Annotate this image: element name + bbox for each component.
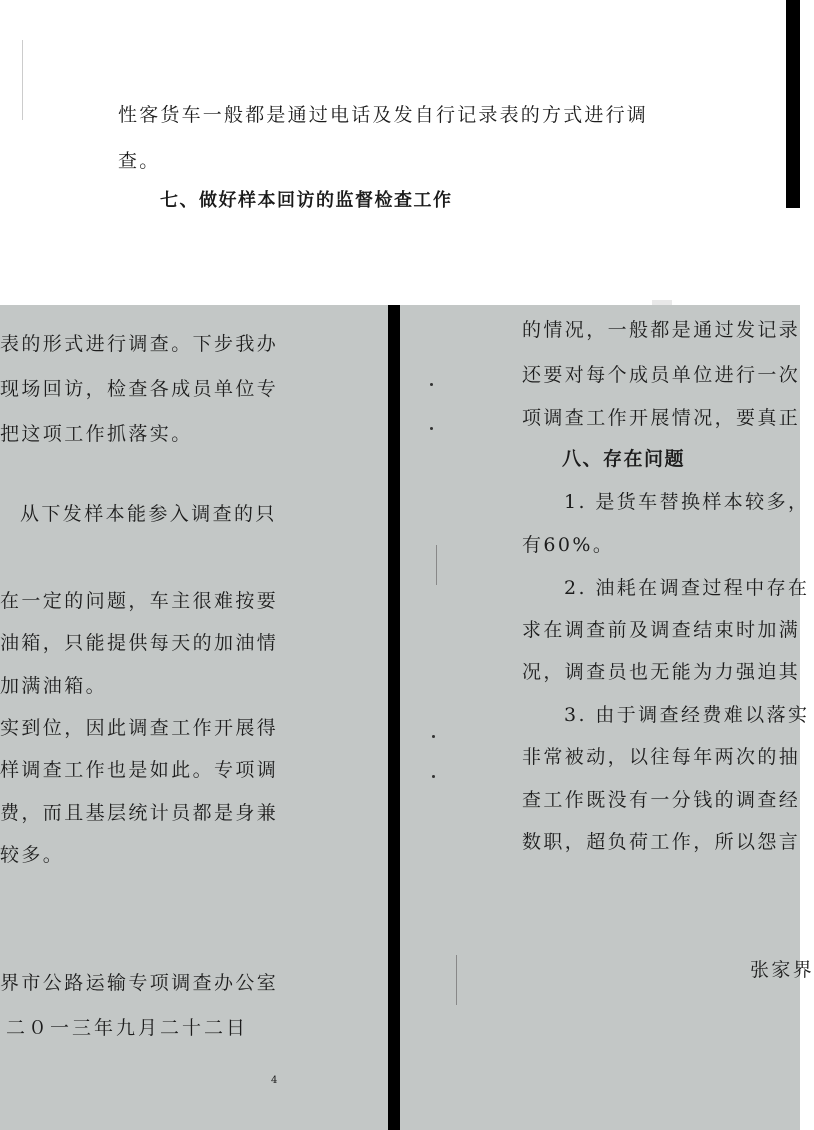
- issue-date: 二０一三年九月二十二日: [6, 1017, 249, 1039]
- page-number: 4: [271, 1075, 280, 1086]
- scan-edge-mark: [22, 40, 23, 120]
- right-line: 的情况，一般都是通过发记录: [522, 319, 801, 341]
- left-line: 把这项工作抓落实。: [0, 423, 193, 445]
- scan-edge-mark: [436, 545, 437, 585]
- right-line: 查工作既没有一分钱的调查经: [522, 789, 801, 811]
- right-line: 1. 是货车替换样本较多，: [564, 491, 810, 513]
- left-line: 现场回访，检查各成员单位专: [0, 378, 279, 400]
- scan-edge-mark: [456, 955, 457, 1005]
- left-line: 加满油箱。: [0, 675, 108, 697]
- issuing-office: 界市公路运输专项调查办公室: [0, 972, 279, 994]
- signature-city: 张家界: [750, 959, 814, 981]
- left-page-scan: [0, 305, 388, 1130]
- right-line: 3. 由于调查经费难以落实: [564, 704, 810, 726]
- right-line: 求在调查前及调查结束时加满: [522, 619, 801, 641]
- left-line: 从下发样本能参入调查的只: [20, 503, 277, 525]
- right-line: 况，调查员也无能为力强迫其: [522, 661, 801, 683]
- left-line: 在一定的问题，车主很难按要: [0, 590, 279, 612]
- left-line: 较多。: [0, 844, 65, 866]
- right-line: 非常被动，以往每年两次的抽: [522, 746, 801, 768]
- top-text-line-2: 查。: [118, 150, 161, 172]
- scan-speck: [432, 775, 435, 778]
- top-text-line-1: 性客货车一般都是通过电话及发自行记录表的方式进行调: [118, 104, 649, 126]
- scan-speck: [430, 383, 433, 386]
- left-line: 样调查工作也是如此。专项调: [0, 759, 279, 781]
- left-line: 油箱，只能提供每天的加油情: [0, 632, 279, 654]
- section-heading-eight: 八、存在问题: [562, 448, 686, 470]
- section-heading-seven: 七、做好样本回访的监督检查工作: [160, 190, 453, 211]
- left-line: 表的形式进行调查。下步我办: [0, 333, 279, 355]
- scan-speck: [430, 427, 433, 430]
- scan-speck: [432, 735, 435, 738]
- right-page-scan: [400, 305, 814, 1130]
- scan-black-edge: [786, 0, 800, 208]
- page-gutter: [388, 305, 400, 1130]
- top-page-fragment: [0, 0, 800, 305]
- right-line: 2. 油耗在调查过程中存在: [564, 577, 810, 599]
- left-line: 费，而且基层统计员都是身兼: [0, 802, 279, 824]
- right-line: 有60%。: [522, 534, 615, 556]
- right-line: 项调查工作开展情况，要真正: [522, 407, 801, 429]
- right-line: 数职，超负荷工作，所以怨言: [522, 831, 801, 853]
- left-line: 实到位，因此调查工作开展得: [0, 717, 279, 739]
- right-line: 还要对每个成员单位进行一次: [522, 364, 801, 386]
